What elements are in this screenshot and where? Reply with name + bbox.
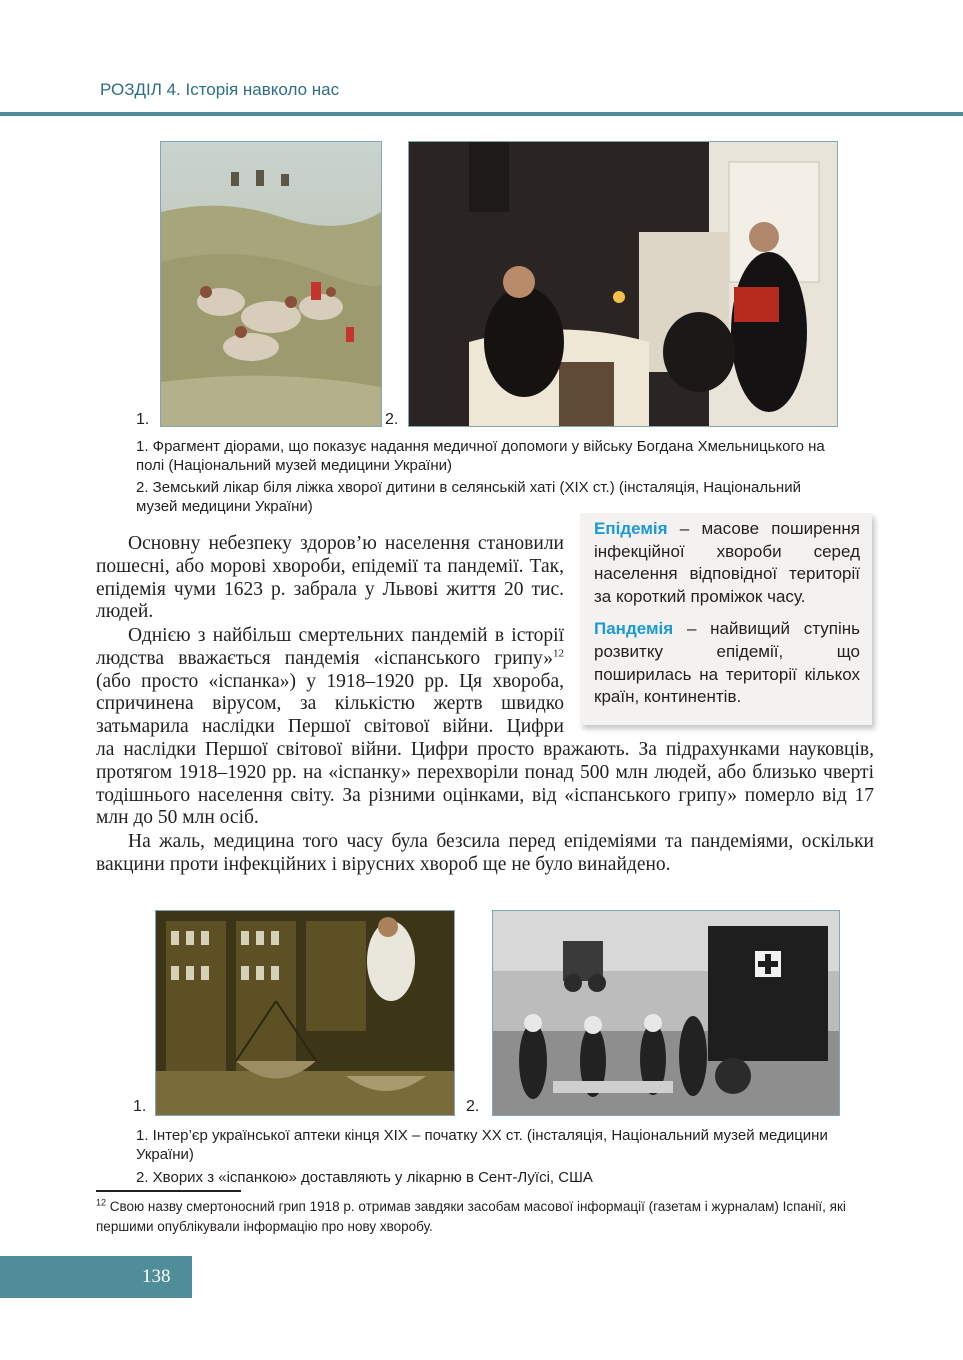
page-number: 138 [142, 1266, 171, 1287]
diorama-photo [160, 141, 382, 427]
caption-top-2: 2. Земський лікар біля ліжка хворої дитини в селянській хаті (XIX ст.) (інсталяція, Національний музей медицини України) [136, 479, 801, 515]
paragraph-vaccines: На жаль, медицина того часу була безсила перед епідеміями та пандеміями, оскільки вакцини проти інфекційних і вірусних хвороб ще не було винайдено. [96, 831, 874, 875]
caption-bottom-1: 1. Інтер’єр української аптеки кінця XIX – початку XX ст. (інсталяція, Національний музей медицини України) [136, 1127, 828, 1163]
zemstvo-doctor-image [409, 142, 837, 426]
paragraph-spanish-flu-continued [96, 739, 874, 830]
ambulance-image [493, 911, 839, 1115]
spanish-flu-text-a: Однією з найбільш смертельних пандемій в історії людства вважається пандемія «іспанського грипу» [96, 625, 564, 669]
definition-pandemic [594, 618, 860, 708]
figure-number-bottom-1: 1. [133, 1098, 147, 1115]
paragraph-spanish-flu [96, 625, 564, 740]
figure-number-top-1: 1. [136, 411, 150, 428]
footnote-reference: 12 [553, 647, 564, 660]
footnote-mark: 12 [96, 1197, 107, 1208]
caption-top-1: 1. Фрагмент діорами, що показує надання медичної допомоги у війську Богдана Хмельницького на полі (Національний музей медицини України) [136, 438, 825, 474]
header-divider [0, 112, 963, 116]
figure-number-bottom-2: 2. [466, 1098, 480, 1115]
definition-epidemic [594, 518, 860, 608]
pharmacy-image [156, 911, 454, 1115]
definition-pandemic-text: – найвищий ступінь розвитку епідемії, що поширилась на території кількох країн, континентів. [594, 619, 860, 707]
zemstvo-doctor-photo [408, 141, 838, 427]
definition-epidemic-text: – масове поширення інфекційної хвороби серед населення відповідної території за короткий проміжок часу. [594, 519, 860, 606]
figure-number-top-2: 2. [385, 411, 399, 428]
footnote-text: Свою назву смертоносний грип 1918 р. отримав завдяки засобам масової інформації (газетам і журналам) Іспанії, які першими опублікували інформацію про нову хворобу. [96, 1199, 846, 1234]
caption-bottom-2: 2. Хворих з «іспанкою» доставляють у лікарню в Сент-Луїсі, США [136, 1169, 593, 1186]
definition-box [580, 513, 872, 725]
paragraph-plague: Основну небезпеку здоров’ю населення становили пошесні, або морові хвороби, епідемії та пандемії. Так, епідемія чуми 1623 р. забрала у Львові життя 20 тис. людей. [96, 533, 564, 623]
term-epidemic: Епідемія [594, 519, 668, 538]
diorama-image [161, 142, 381, 426]
section-header: РОЗДІЛ 4. Історія навколо нас [100, 80, 340, 99]
term-pandemic: Пандемія [594, 619, 674, 639]
footnote-divider [96, 1190, 241, 1192]
spanish-flu-text-b: (або просто «іспанка») у 1918–1920 рр. Ця хвороба, спричинена вірусом, за кількістю жертв швидко затьмарила наслідки Першої світової війни. Цифри [96, 670, 564, 738]
spanish-flu-continued-text: ла наслідки Першої світової війни. Цифри просто вражають. За підрахунками науковців, протягом 1918–1920 рр. на «іспанку» перехворіли понад 500 млн людей, або близько чверті тодішнього населення світу. За різними оцінками, від «іспанського грипу» померло від 17 млн до 50 млн осіб. [96, 739, 874, 829]
pharmacy-photo [155, 910, 455, 1116]
footnote [96, 1197, 878, 1237]
ambulance-photo [492, 910, 840, 1116]
